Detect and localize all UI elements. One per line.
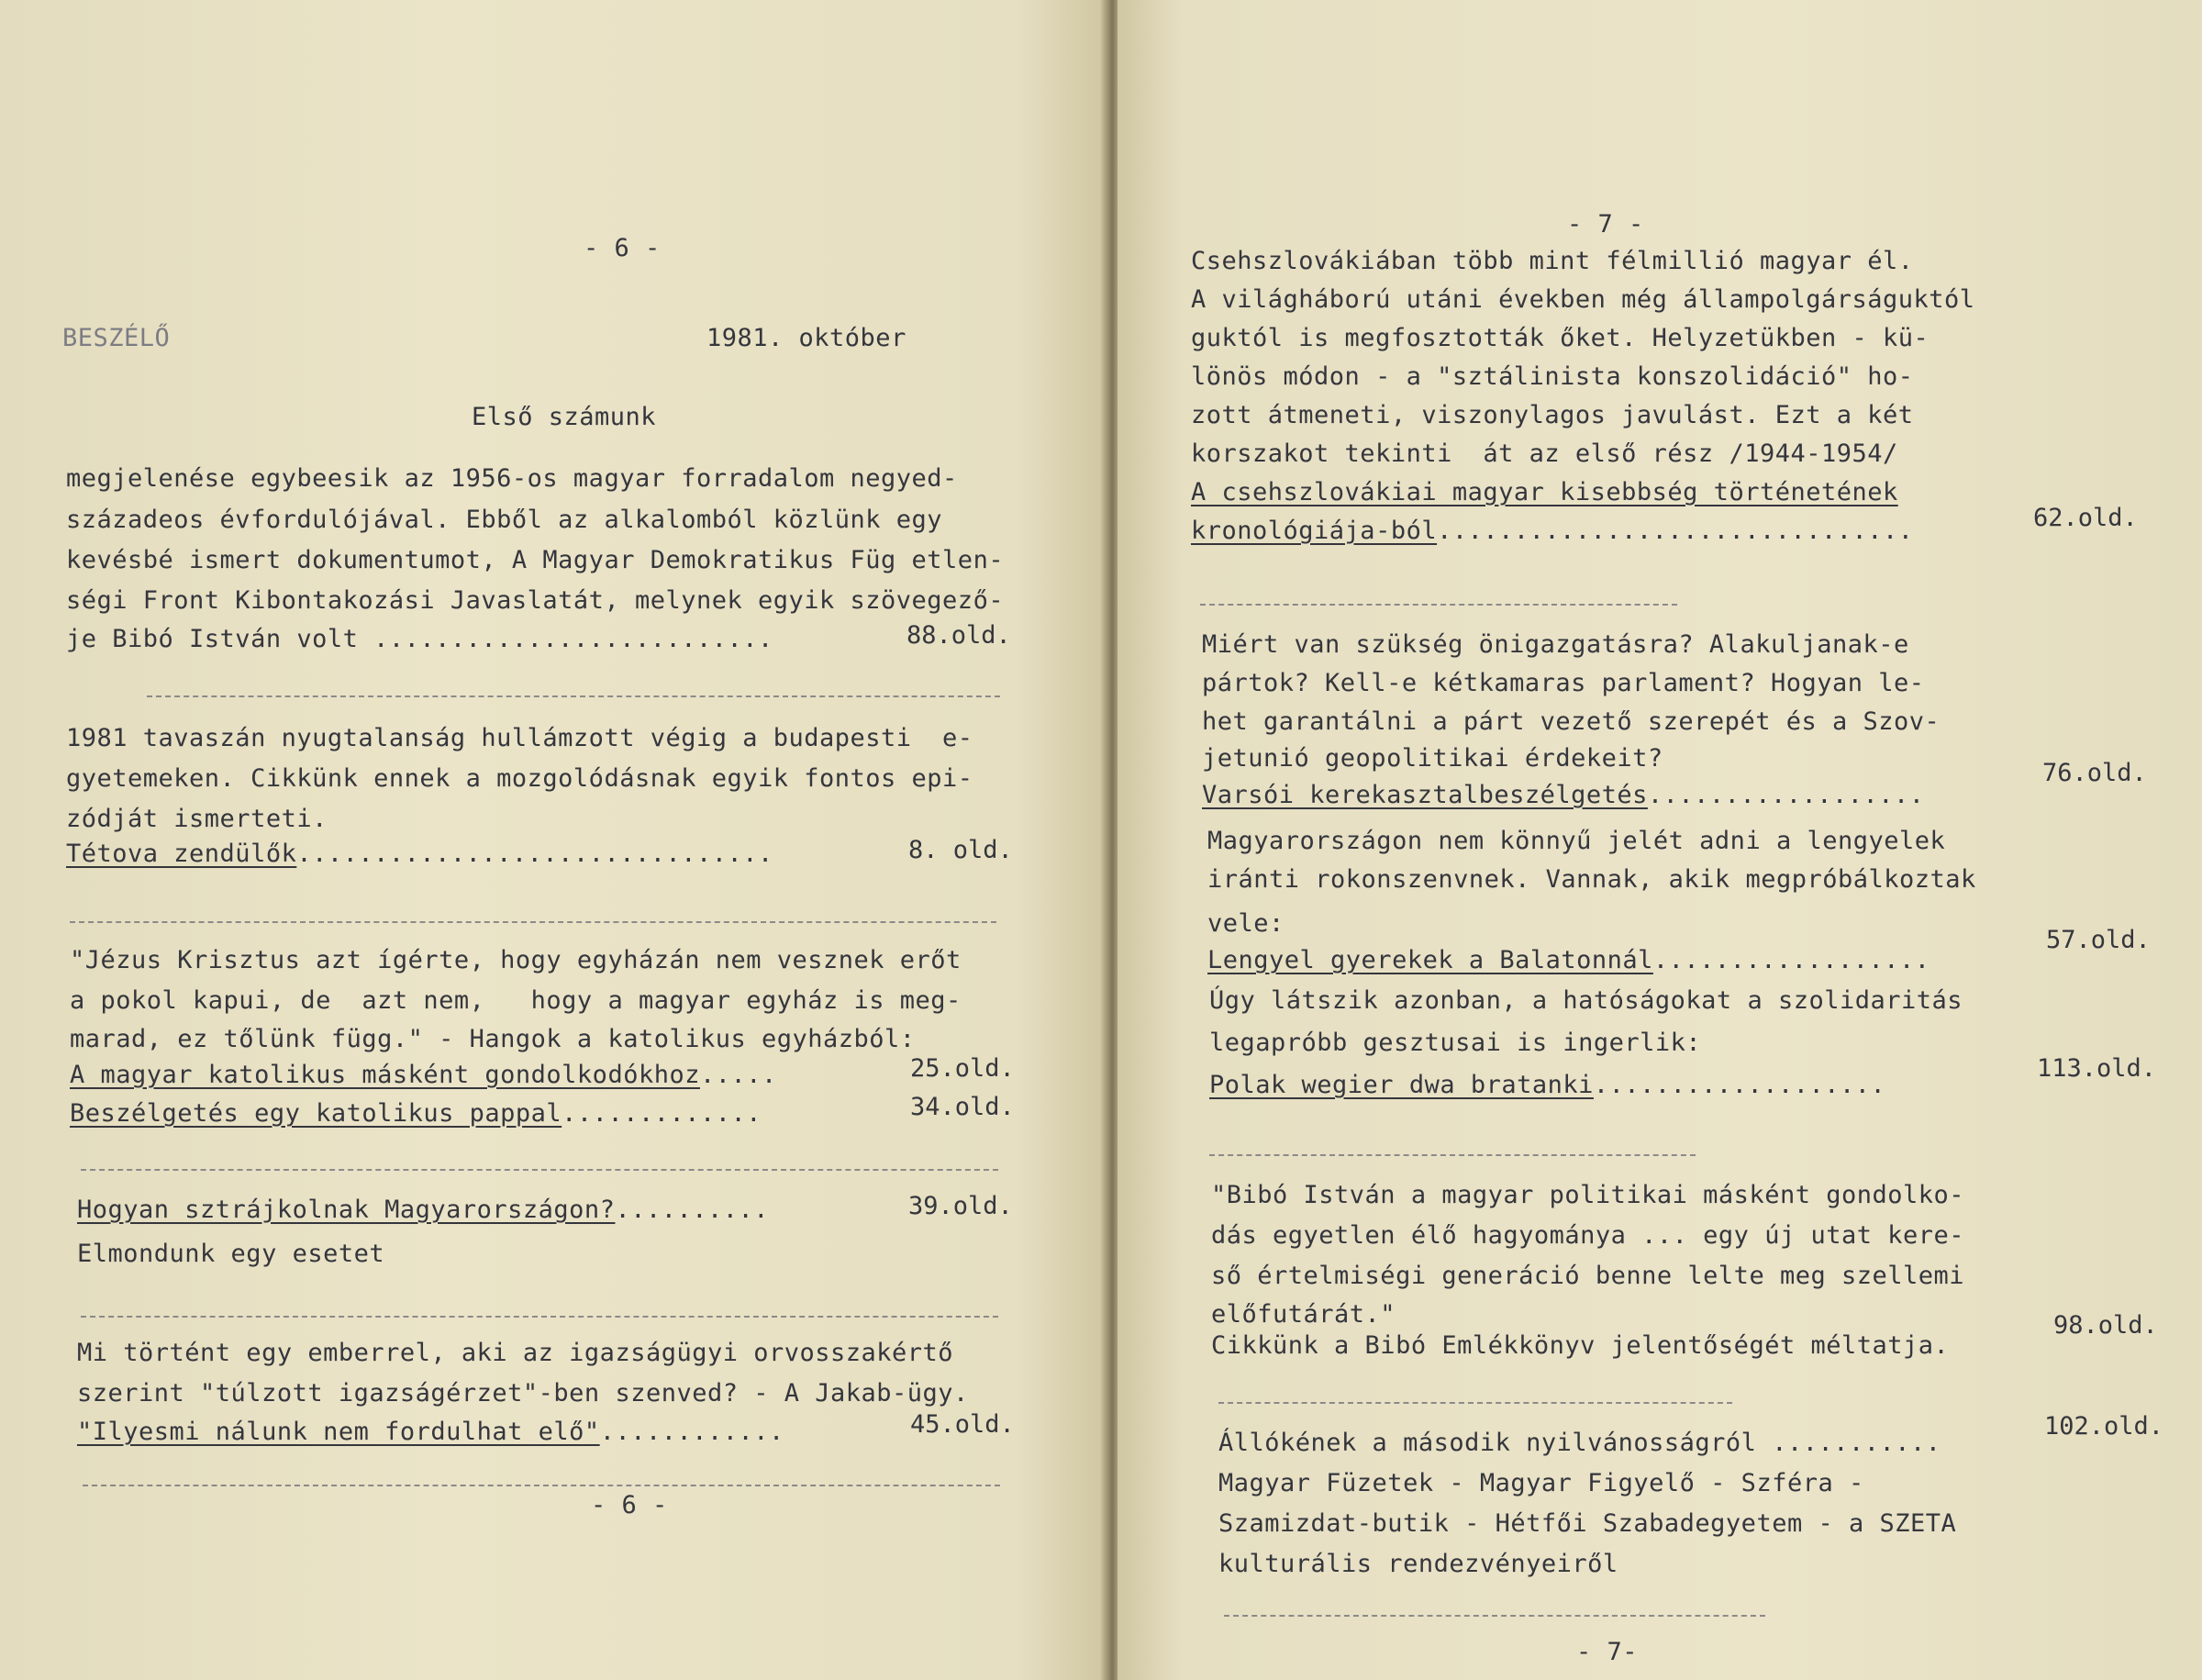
section-heading: Első számunk bbox=[472, 403, 657, 431]
article-title-end: kronológiája-ból bbox=[1191, 517, 1438, 545]
page-ref: 57.old. bbox=[2046, 926, 2151, 954]
entry-line: zódját ismerteti. bbox=[66, 805, 328, 833]
entry-line: A világháború utáni években még állampolgárságuktól bbox=[1191, 285, 1975, 314]
entry-line: a pokol kapui, de azt nem, hogy a magyar egyház is meg- bbox=[70, 986, 962, 1015]
entry-title-line bbox=[1207, 945, 1930, 976]
article-title: Hogyan sztrájkolnak Magyarországon? bbox=[77, 1196, 616, 1224]
entry-line: Elmondunk egy esetet bbox=[77, 1240, 385, 1268]
dot-leader: ............................... bbox=[1437, 517, 1914, 545]
entry-title-line bbox=[70, 1060, 777, 1091]
page-number-top: - 6 - bbox=[584, 234, 661, 262]
entry-line: zott átmeneti, viszonylagos javulást. Ezt a két bbox=[1191, 401, 1914, 429]
entry-line: iránti rokonszenvnek. Vannak, akik megpróbálkoztak bbox=[1207, 865, 1976, 894]
entry-line: Miért van szükség önigazgatásra? Alakuljanak-e bbox=[1202, 630, 1909, 659]
right-page bbox=[1118, 0, 2202, 1680]
divider bbox=[147, 695, 1000, 697]
page-ref: 76.old. bbox=[2042, 759, 2147, 787]
entry-title-line bbox=[1191, 516, 1914, 547]
page-number-bottom: - 7- bbox=[1576, 1638, 1639, 1666]
entry-line: Úgy látszik azonban, a hatóságokat a szolidaritás bbox=[1209, 986, 1963, 1015]
masthead: BESZÉLŐ bbox=[62, 324, 171, 352]
dot-leader: ........... bbox=[1772, 1429, 1941, 1457]
page-ref: 62.old. bbox=[2033, 504, 2138, 532]
entry-title-line bbox=[77, 1195, 769, 1226]
article-title: Lengyel gyerekek a Balatonnál bbox=[1207, 946, 1653, 974]
entry-title-line bbox=[70, 1098, 762, 1129]
entry-line: dás egyetlen élő hagyománya ... egy új utat kere- bbox=[1211, 1221, 1965, 1250]
entry-line: "Bibó István a magyar politikai másként gondolko- bbox=[1211, 1181, 1965, 1209]
entry-line: szerint "túlzott igazságérzet"-ben szenved? - A Jakab-ügy. bbox=[77, 1379, 969, 1407]
divider bbox=[1224, 1615, 1765, 1617]
dot-leader: ..... bbox=[699, 1061, 777, 1089]
entry-line: előfutárát." bbox=[1211, 1300, 1396, 1329]
page-ref: 102.old. bbox=[2044, 1412, 2164, 1441]
divider bbox=[1218, 1402, 1732, 1404]
page-ref: 34.old. bbox=[910, 1093, 1015, 1121]
article-title: Varsói kerekasztalbeszélgetés bbox=[1202, 781, 1648, 809]
entry-line: 1981 tavaszán nyugtalanság hullámzott végig a budapesti e- bbox=[66, 724, 973, 752]
page-ref: 98.old. bbox=[2053, 1311, 2158, 1340]
entry-line: Magyar Füzetek - Magyar Figyelő - Szféra - bbox=[1218, 1469, 1864, 1497]
entry-line: Mi történt egy emberrel, aki az igazságügyi orvosszakértő bbox=[77, 1339, 954, 1367]
entry-line: guktól is megfosztották őket. Helyzetükben - kü- bbox=[1191, 324, 1930, 352]
entry-title-line bbox=[77, 1417, 784, 1448]
page-ref: 113.old. bbox=[2037, 1054, 2157, 1083]
entry-title-line bbox=[66, 839, 773, 870]
entry-line: Csehszlovákiában több mint félmillió magyar él. bbox=[1191, 247, 1914, 275]
entry-line: korszakot tekinti át az első rész /1944-1954/ bbox=[1191, 439, 1898, 468]
article-title: "Ilyesmi nálunk nem fordulhat elő" bbox=[77, 1418, 600, 1446]
article-title: A magyar katolikus másként gondolkodókhoz bbox=[70, 1061, 700, 1089]
article-title: Beszélgetés egy katolikus pappal bbox=[70, 1099, 562, 1128]
divider bbox=[70, 921, 996, 923]
page-ref: 45.old. bbox=[910, 1410, 1015, 1439]
entry-line: Szamizdat-butik - Hétfői Szabadegyetem - a SZETA bbox=[1218, 1509, 1957, 1538]
dot-leader: .................. bbox=[1647, 781, 1925, 809]
divider bbox=[1200, 604, 1677, 606]
page-ref: 39.old. bbox=[908, 1192, 1013, 1220]
page-number-bottom: - 6 - bbox=[591, 1491, 668, 1519]
page-ref: 25.old. bbox=[910, 1054, 1015, 1083]
entry-line: Cikkünk a Bibó Emlékkönyv jelentőségét méltatja. bbox=[1211, 1331, 1950, 1360]
page-number-top: - 7 - bbox=[1567, 210, 1644, 239]
entry-line: ségi Front Kibontakozási Javaslatát, melynek egyik szövegező- bbox=[66, 586, 1005, 615]
entry-line: het garantálni a párt vezető szerepét és a Szov- bbox=[1202, 707, 1941, 736]
entry-line: pártok? Kell-e kétkamaras parlament? Hogyan le- bbox=[1202, 669, 1925, 697]
entry-line: gyetemeken. Cikkünk ennek a mozgolódásnak egyik fontos epi- bbox=[66, 764, 973, 793]
article-title: A csehszlovákiai magyar kisebbség történetének bbox=[1191, 478, 1898, 506]
dot-leader: ............ bbox=[599, 1418, 784, 1446]
entry-line: lönös módon - a "sztálinista konszolidáció" ho- bbox=[1191, 362, 1914, 391]
article-title: Tétova zendülők bbox=[66, 840, 297, 868]
entry-line: je Bibó István volt .......................... bbox=[66, 625, 773, 653]
entry-line: ső értelmiségi generáció benne lelte meg szellemi bbox=[1211, 1262, 1965, 1290]
entry-line: kevésbé ismert dokumentumot, A Magyar Demokratikus Füg etlen- bbox=[66, 546, 1005, 574]
entry-line: századeos évfordulójával. Ebből az alkalomból közlünk egy bbox=[66, 506, 943, 534]
article-title: Polak wegier dwa bratanki bbox=[1209, 1071, 1594, 1099]
divider bbox=[1209, 1154, 1696, 1156]
entry-line: jetunió geopolitikai érdekeit? bbox=[1202, 744, 1663, 773]
entry-line: megjelenése egybeesik az 1956-os magyar forradalom negyed- bbox=[66, 464, 958, 493]
entry-line: Magyarországon nem könnyű jelét adni a lengyelek bbox=[1207, 827, 1946, 855]
dot-leader: ............................... bbox=[296, 840, 773, 868]
divider bbox=[81, 1316, 998, 1318]
dot-leader: .......... bbox=[615, 1196, 770, 1224]
divider bbox=[83, 1485, 1000, 1486]
page-ref: 88.old. bbox=[906, 621, 1011, 650]
entry-line: marad, ez tőlünk függ." - Hangok a katolikus egyházból: bbox=[70, 1025, 916, 1053]
entry-title-line bbox=[1202, 780, 1925, 811]
entry-line: "Jézus Krisztus azt ígérte, hogy egyházán nem vesznek erőt bbox=[70, 946, 962, 974]
entry-line: kulturális rendezvényeiről bbox=[1218, 1550, 1618, 1578]
dot-leader: .................. bbox=[1652, 946, 1930, 974]
issue-date: 1981. október bbox=[706, 324, 906, 352]
entry-line: legapróbb gesztusai is ingerlik: bbox=[1209, 1029, 1702, 1057]
dot-leader: ............. bbox=[562, 1099, 762, 1128]
article-title: Állókének a második nyilvánosságról bbox=[1218, 1429, 1757, 1457]
entry-title-line bbox=[1218, 1428, 1941, 1459]
page-ref: 8. old. bbox=[908, 836, 1013, 864]
entry-line: vele: bbox=[1207, 909, 1284, 938]
entry-title-line bbox=[1209, 1070, 1885, 1101]
dot-leader: ................... bbox=[1593, 1071, 1886, 1099]
divider bbox=[81, 1169, 998, 1171]
